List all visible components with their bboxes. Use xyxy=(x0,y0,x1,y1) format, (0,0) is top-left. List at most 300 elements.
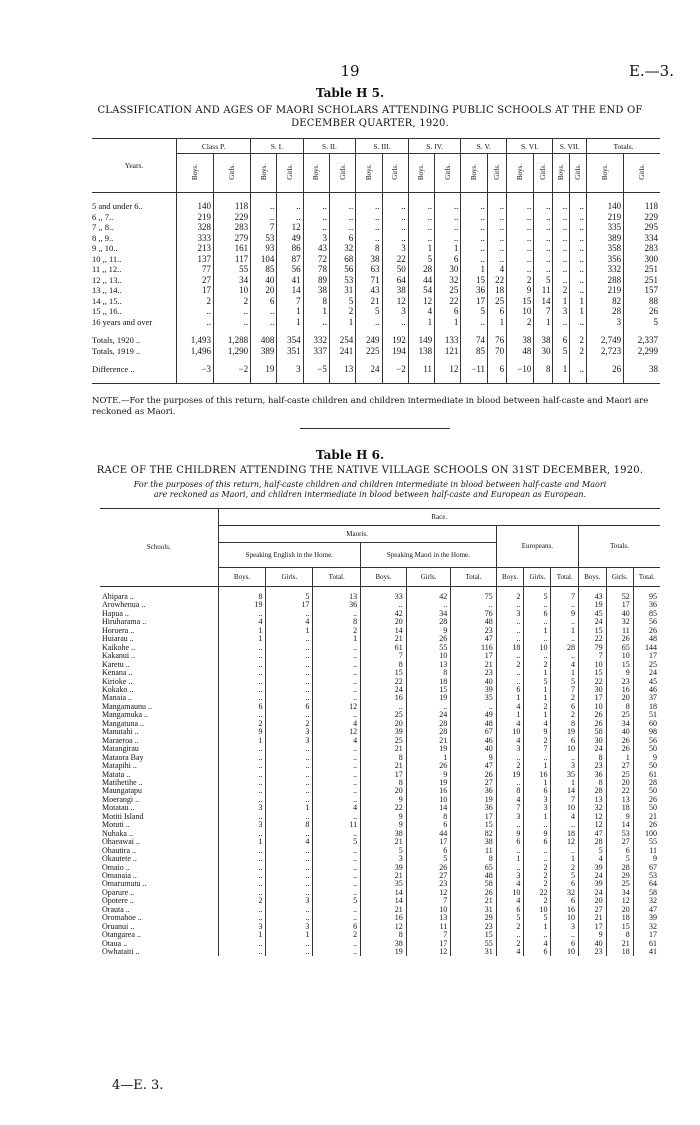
table-cell: 2 xyxy=(177,296,214,307)
table-cell: .. xyxy=(266,830,313,838)
girls-label: Girls. xyxy=(228,164,237,180)
table-cell: .. xyxy=(177,317,214,328)
table-cell: 23 xyxy=(451,923,496,931)
table-cell: 4 xyxy=(218,618,266,626)
girls-header xyxy=(570,154,587,193)
table-cell: 2 xyxy=(524,737,551,745)
table-cell: .. xyxy=(361,703,407,711)
caption-line-1: CLASSIFICATION AND AGES OF MAORI SCHOLARS ATTENDING PUBLIC SCHOOLS AT THE END OF xyxy=(97,105,643,116)
table-cell: .. xyxy=(266,661,313,669)
table-cell: .. xyxy=(266,880,313,888)
table-cell: .. xyxy=(214,317,251,328)
table-cell: 34 xyxy=(606,889,633,897)
table-cell: 4 xyxy=(496,720,524,728)
table-cell: .. xyxy=(266,906,313,914)
row-label: 11 ,, 12.. xyxy=(92,264,122,274)
table-cell: .. xyxy=(488,254,507,265)
table-cell: .. xyxy=(461,233,488,244)
table-cell: .. xyxy=(553,254,570,265)
table-cell: 10 xyxy=(578,661,606,669)
school-name: Kaikohe .. xyxy=(102,642,136,652)
table-cell: .. xyxy=(266,652,313,660)
table-cell: 5 xyxy=(578,847,606,855)
table-cell: 2 xyxy=(496,923,524,931)
spacer-cell xyxy=(92,193,177,202)
table-cell: 6 xyxy=(266,703,313,711)
table-cell: 5 xyxy=(624,317,660,328)
table-cell: 8 xyxy=(313,618,361,626)
table-cell: 133 xyxy=(435,335,461,346)
row-label: Totals, 1920 .. xyxy=(92,335,141,345)
table-cell: .. xyxy=(266,635,313,643)
table-cell: 1 xyxy=(266,627,313,635)
table-cell: 55 xyxy=(633,838,660,846)
table-cell: 38 xyxy=(361,940,407,948)
boys-header: Boys. xyxy=(578,568,606,587)
table-cell: 3 xyxy=(496,745,524,753)
table-cell: 10 xyxy=(524,906,551,914)
table-cell: 60 xyxy=(633,720,660,728)
subcaption-line-1: For the purposes of this return, half-caste children and children intermediate in blood between half-caste and Maori xyxy=(133,480,607,489)
table-cell: 3 xyxy=(361,855,407,863)
table-cell: 17 xyxy=(633,931,660,939)
table-cell: .. xyxy=(570,243,587,254)
table-cell: .. xyxy=(313,948,361,956)
table-cell: 32 xyxy=(606,618,633,626)
table-cell: 68 xyxy=(329,254,355,265)
table-cell: 6 xyxy=(329,233,355,244)
table-cell: 15 xyxy=(461,275,488,286)
table-cell: 229 xyxy=(214,212,251,223)
table-row xyxy=(100,686,660,694)
table-row xyxy=(100,728,660,736)
boys-header xyxy=(251,154,277,193)
table-cell: .. xyxy=(313,745,361,753)
table-row xyxy=(100,948,660,956)
spacer-row xyxy=(92,375,660,384)
table-cell: .. xyxy=(266,669,313,677)
table-cell: 6 xyxy=(406,821,451,829)
table-row xyxy=(100,618,660,626)
table-cell: 21 xyxy=(361,745,407,753)
table-cell: 20 xyxy=(578,897,606,905)
table-cell: 9 xyxy=(406,627,451,635)
table-cell: 24 xyxy=(406,711,451,719)
table-cell: .. xyxy=(266,771,313,779)
table-cell: 334 xyxy=(624,233,660,244)
table-cell: 11 xyxy=(408,364,434,375)
table-row xyxy=(100,821,660,829)
girls-header: Girls. xyxy=(406,568,451,587)
table-cell: .. xyxy=(251,201,277,212)
table-cell: 8 xyxy=(361,779,407,787)
table-cell: 17 xyxy=(361,771,407,779)
table-cell: 229 xyxy=(624,212,660,223)
table-cell: .. xyxy=(329,222,355,233)
table-row xyxy=(92,296,660,307)
table-cell: .. xyxy=(313,847,361,855)
boys-header xyxy=(408,154,434,193)
table-cell: 8 xyxy=(361,931,407,939)
table-cell: 15 xyxy=(361,669,407,677)
table-cell: .. xyxy=(461,317,488,328)
spacer-cell xyxy=(408,356,434,364)
table-cell: 219 xyxy=(587,285,624,296)
table-cell: 21 xyxy=(633,813,660,821)
table-cell: 26 xyxy=(578,711,606,719)
table-cell: .. xyxy=(534,243,553,254)
table-cell: 1 xyxy=(408,243,434,254)
table-cell: 38 xyxy=(451,838,496,846)
table-cell: 19 xyxy=(406,694,451,702)
table-cell: 104 xyxy=(251,254,277,265)
table-cell: 279 xyxy=(214,233,251,244)
table-cell: 8 xyxy=(361,661,407,669)
table-cell: .. xyxy=(313,796,361,804)
table-cell: 39 xyxy=(361,864,407,872)
table-cell: 10 xyxy=(496,889,524,897)
table-cell: 21 xyxy=(361,906,407,914)
school-name: Arowhenua .. xyxy=(102,600,146,610)
spacer-cell xyxy=(382,375,408,384)
table-cell: .. xyxy=(553,275,570,286)
table-cell: 50 xyxy=(633,745,660,753)
table-h6-race-header xyxy=(100,509,660,526)
boys-label: Boys. xyxy=(557,163,566,181)
table-cell: 4 xyxy=(496,796,524,804)
table-cell: 28 xyxy=(633,779,660,787)
table-cell: 4 xyxy=(313,737,361,745)
table-cell: .. xyxy=(553,264,570,275)
school-name: Manaia .. xyxy=(102,693,132,703)
table-cell: .. xyxy=(266,940,313,948)
table-cell: 18 xyxy=(606,948,633,956)
table-cell: 118 xyxy=(624,201,660,212)
table-cell: 7 xyxy=(551,686,579,694)
table-cell: .. xyxy=(356,212,382,223)
table-cell: 1,288 xyxy=(214,335,251,346)
table-cell: 39 xyxy=(633,914,660,922)
table-cell: 34 xyxy=(606,720,633,728)
table-cell: 28 xyxy=(408,264,434,275)
table-cell: .. xyxy=(534,233,553,244)
table-cell: 149 xyxy=(408,335,434,346)
table-cell: 1 xyxy=(435,243,461,254)
spacer-cell xyxy=(92,327,177,335)
table-cell: .. xyxy=(218,889,266,897)
table-cell: 12 xyxy=(435,364,461,375)
boys-header: Boys. xyxy=(218,568,266,587)
table-row xyxy=(100,627,660,635)
table-cell: 47 xyxy=(451,635,496,643)
table-cell: .. xyxy=(277,201,303,212)
table-cell: 39 xyxy=(451,686,496,694)
table-cell: 7 xyxy=(578,652,606,660)
table-cell: 29 xyxy=(606,872,633,880)
table-row xyxy=(92,306,660,317)
table-cell: 4 xyxy=(266,618,313,626)
table-cell: .. xyxy=(496,601,524,609)
table-cell: 85 xyxy=(251,264,277,275)
table-cell: 2 xyxy=(329,306,355,317)
table-cell: 6 xyxy=(488,306,507,317)
table-cell: 20 xyxy=(606,779,633,787)
table-cell: 22 xyxy=(361,804,407,812)
table-cell: 3 xyxy=(382,306,408,317)
table-cell: .. xyxy=(570,254,587,265)
table-cell: 9 xyxy=(218,728,266,736)
table-cell: .. xyxy=(218,914,266,922)
table-cell: .. xyxy=(570,275,587,286)
table-cell: .. xyxy=(218,754,266,762)
girls-label: Girls. xyxy=(574,164,583,180)
table-cell: 17 xyxy=(406,838,451,846)
table-cell: .. xyxy=(496,627,524,635)
table-cell: 3 xyxy=(553,306,570,317)
subcaption-line-2: are reckoned as Maori, and children intermediate in blood between half-caste and European as European. xyxy=(153,490,587,499)
spacer-cell xyxy=(382,356,408,364)
table-cell: 15 xyxy=(578,627,606,635)
table-cell: 24 xyxy=(578,618,606,626)
divider-rule xyxy=(300,428,450,429)
table-cell: 8 xyxy=(451,855,496,863)
table-cell: 3 xyxy=(551,923,579,931)
total-header: Total. xyxy=(313,568,361,587)
table-cell: 16 xyxy=(406,787,451,795)
table-cell: .. xyxy=(408,212,434,223)
table-cell: 16 xyxy=(551,906,579,914)
table-cell: 1 xyxy=(277,317,303,328)
table-cell: 2 xyxy=(553,285,570,296)
table-cell: 1 xyxy=(524,669,551,677)
table-cell: 7 xyxy=(277,296,303,307)
table-cell: 332 xyxy=(303,335,329,346)
page-signature: 4—E. 3. xyxy=(112,1078,164,1093)
table-cell: .. xyxy=(496,618,524,626)
table-cell: 288 xyxy=(587,275,624,286)
table-cell: 40 xyxy=(606,610,633,618)
table-cell: 8 xyxy=(218,587,266,602)
boys-header xyxy=(356,154,382,193)
table-cell: .. xyxy=(534,201,553,212)
table-cell: 6 xyxy=(551,940,579,948)
table-cell: 1 xyxy=(488,317,507,328)
table-cell: 13 xyxy=(313,587,361,602)
table-cell: 13 xyxy=(578,796,606,804)
table-cell: 38 xyxy=(303,285,329,296)
table-cell: .. xyxy=(553,317,570,328)
table-cell: 16 xyxy=(524,771,551,779)
table-cell: 40 xyxy=(578,940,606,948)
table-cell: .. xyxy=(218,771,266,779)
table-h6-title: Table H 6. xyxy=(315,448,385,462)
spacer-cell xyxy=(461,193,488,202)
table-cell: .. xyxy=(524,821,551,829)
spacer-cell xyxy=(277,193,303,202)
girls-header xyxy=(214,154,251,193)
table-cell: .. xyxy=(218,847,266,855)
table-cell: 6 xyxy=(251,296,277,307)
table-cell: 82 xyxy=(587,296,624,307)
table-cell: 358 xyxy=(587,243,624,254)
table-cell: 41 xyxy=(277,275,303,286)
table-cell: 14 xyxy=(361,627,407,635)
table-cell: 20 xyxy=(361,720,407,728)
table-cell: 2 xyxy=(218,720,266,728)
table-cell: .. xyxy=(218,686,266,694)
table-cell: .. xyxy=(313,940,361,948)
table-cell: 28 xyxy=(578,838,606,846)
table-cell: 12 xyxy=(408,296,434,307)
table-cell: 8 xyxy=(406,669,451,677)
table-cell: 283 xyxy=(624,243,660,254)
table-cell: 23 xyxy=(451,669,496,677)
table-cell: 18 xyxy=(406,678,451,686)
table-cell: 17 xyxy=(633,652,660,660)
table-row xyxy=(100,737,660,745)
boys-label: Boys. xyxy=(601,163,610,181)
table-cell: 77 xyxy=(177,264,214,275)
girls-header xyxy=(534,154,553,193)
table-cell: 3 xyxy=(218,804,266,812)
table-cell: 75 xyxy=(451,587,496,602)
spacer-cell xyxy=(435,193,461,202)
table-cell: 117 xyxy=(214,254,251,265)
document-code: E.—3. xyxy=(628,62,674,80)
table-cell: 5 xyxy=(313,838,361,846)
table-cell: 254 xyxy=(329,335,355,346)
spacer-cell xyxy=(435,375,461,384)
table-row xyxy=(100,804,660,812)
table-cell: 18 xyxy=(551,830,579,838)
spacer-cell xyxy=(461,375,488,384)
table-cell: .. xyxy=(266,914,313,922)
table-cell: 18 xyxy=(606,804,633,812)
total-header: Total. xyxy=(633,568,660,587)
spacer-cell xyxy=(570,375,587,384)
table-cell: .. xyxy=(408,201,434,212)
table-cell: .. xyxy=(570,212,587,223)
table-cell: 38 xyxy=(356,254,382,265)
table-cell: 44 xyxy=(406,830,451,838)
table-cell: .. xyxy=(553,201,570,212)
table-cell: 4 xyxy=(496,897,524,905)
table-row xyxy=(92,233,660,244)
table-cell: 2 xyxy=(496,940,524,948)
table-cell: 87 xyxy=(277,254,303,265)
table-cell: 16 xyxy=(606,686,633,694)
table-cell: 332 xyxy=(587,264,624,275)
table-row xyxy=(100,940,660,948)
table-cell: .. xyxy=(524,855,551,863)
table-cell: 22 xyxy=(382,254,408,265)
table-h6-subcaption xyxy=(80,480,660,500)
table-cell: 5 xyxy=(408,254,434,265)
table-cell: 34 xyxy=(406,610,451,618)
table-cell: 9 xyxy=(606,813,633,821)
table-cell: −10 xyxy=(507,364,534,375)
table-cell: 8 xyxy=(606,703,633,711)
school-name: Manutahi .. xyxy=(102,727,139,737)
table-cell: 17 xyxy=(606,601,633,609)
table-cell: .. xyxy=(303,201,329,212)
table-row xyxy=(100,855,660,863)
table-cell: .. xyxy=(251,306,277,317)
table-cell: 192 xyxy=(382,335,408,346)
table-cell: 1 xyxy=(218,931,266,939)
table-cell: 32 xyxy=(329,243,355,254)
table-cell: 14 xyxy=(406,804,451,812)
table-cell: .. xyxy=(313,889,361,897)
table-cell: 98 xyxy=(633,728,660,736)
table-row xyxy=(100,720,660,728)
table-cell: 10 xyxy=(578,703,606,711)
table-cell: 26 xyxy=(406,864,451,872)
table-cell: 52 xyxy=(606,587,633,602)
table-cell: 31 xyxy=(451,948,496,956)
table-cell: .. xyxy=(488,212,507,223)
table-cell: 1 xyxy=(524,686,551,694)
table-cell: 23 xyxy=(578,948,606,956)
boys-header xyxy=(177,154,214,193)
table-cell: 408 xyxy=(251,335,277,346)
table-h6 xyxy=(100,508,660,956)
table-cell: .. xyxy=(570,285,587,296)
table-row xyxy=(100,669,660,677)
table-cell: 12 xyxy=(578,821,606,829)
girls-header xyxy=(382,154,408,193)
table-cell: 10 xyxy=(524,644,551,652)
table-cell: 10 xyxy=(406,796,451,804)
table-cell: .. xyxy=(251,317,277,328)
table-cell: 5 xyxy=(361,847,407,855)
table-cell: 6 xyxy=(524,838,551,846)
table-cell: 1 xyxy=(329,317,355,328)
table-cell: 333 xyxy=(177,233,214,244)
table-row xyxy=(100,711,660,719)
table-h5-group-header xyxy=(92,139,660,154)
group-header: Class P. xyxy=(177,139,251,154)
group-header: S. IV. xyxy=(408,139,461,154)
table-cell: .. xyxy=(218,796,266,804)
table-cell: .. xyxy=(218,940,266,948)
table-cell: .. xyxy=(313,771,361,779)
boys-header: Boys. xyxy=(496,568,524,587)
school-name: Kakanui .. xyxy=(102,651,136,661)
table-row xyxy=(100,754,660,762)
table-cell: 34 xyxy=(214,275,251,286)
table-cell: 4 xyxy=(551,661,579,669)
table-h5-caption xyxy=(90,104,650,130)
table-cell: 17 xyxy=(177,285,214,296)
row-label: 16 years and over xyxy=(92,316,153,327)
boys-label: Boys. xyxy=(312,163,321,181)
table-cell: .. xyxy=(218,813,266,821)
table-row xyxy=(100,838,660,846)
table-cell: .. xyxy=(356,222,382,233)
table-cell: .. xyxy=(570,233,587,244)
school-name: Opotere .. xyxy=(102,896,134,906)
school-name: Mangatuna .. xyxy=(102,718,144,728)
table-row xyxy=(100,703,660,711)
table-cell: 5 xyxy=(313,897,361,905)
table-cell: 3 xyxy=(303,233,329,244)
table-cell: .. xyxy=(313,779,361,787)
table-cell: .. xyxy=(496,669,524,677)
table-cell: 9 xyxy=(551,610,579,618)
table-cell: 3 xyxy=(587,317,624,328)
group-header: Totals. xyxy=(587,139,660,154)
